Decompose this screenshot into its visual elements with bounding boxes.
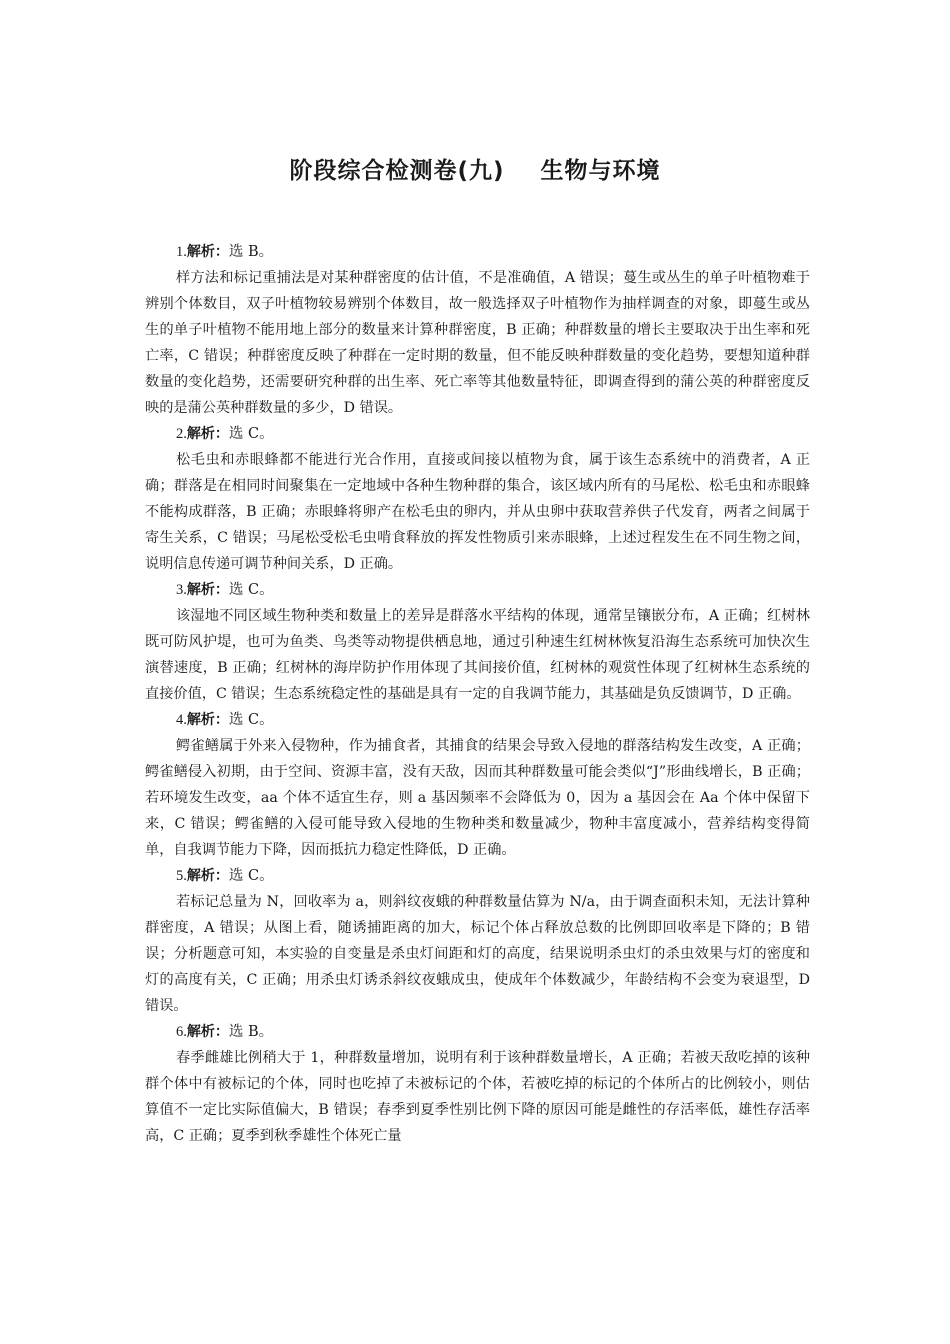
question-number: 3. <box>176 582 187 598</box>
answer-choice: 选 C。 <box>228 712 274 728</box>
question-1 <box>145 239 810 421</box>
explanation-text: 该湿地不同区域生物种类和数量上的差异是群落水平结构的体现，通常呈镶嵌分布，A 正确；红树林既可防风护堤，也可为鱼类、鸟类等动物提供栖息地，通过引种速生红树林恢复沿海生态系统可加快次生演替速度，B 正确；红树林的海岸防护作用体现了其间接价值，红树林的观赏性体现了红树林生态系统的直接价值，C 错误；生态系统稳定性的基础是具有一定的自我调节能力，其基础是负反馈调节，D 正确。 <box>145 608 810 702</box>
answer-choice: 选 C。 <box>228 868 274 884</box>
question-3 <box>145 577 810 707</box>
answer-choice: 选 B。 <box>228 1024 274 1040</box>
analysis-label: 解析： <box>186 244 229 260</box>
analysis-label: 解析： <box>186 868 229 884</box>
question-number: 2. <box>176 426 187 442</box>
answer-list <box>145 239 810 1149</box>
analysis-label: 解析： <box>186 426 229 442</box>
explanation-text: 鳄雀鳝属于外来入侵物种，作为捕食者，其捕食的结果会导致入侵地的群落结构发生改变，A 正确；鳄雀鳝侵入初期，由于空间、资源丰富，没有天敌，因而其种群数量可能会类似“J”形曲线增长，B 正确；若环境发生改变，aa 个体不适宜生存，则 a 基因频率不会降低为 0，因为 a 基因会在 Aa 个体中保留下来，C 错误；鳄雀鳝的入侵可能导致入侵地的生物种类和数量减少，物种丰富度减小，营养结构变得简单，自我调节能力下降，因而抵抗力稳定性降低，D 正确。 <box>145 738 810 858</box>
question-heading <box>145 577 810 603</box>
question-heading <box>145 421 810 447</box>
question-heading <box>145 707 810 733</box>
question-heading <box>145 239 810 265</box>
question-2 <box>145 421 810 577</box>
question-4 <box>145 707 810 863</box>
question-5 <box>145 863 810 1019</box>
answer-choice: 选 C。 <box>228 426 274 442</box>
page-title: 阶段综合检测卷(九) 生物与环境 <box>289 158 661 184</box>
explanation-text: 春季雌雄比例稍大于 1，种群数量增加，说明有利于该种群数量增长，A 正确；若被天敌吃掉的该种群个体中有被标记的个体，同时也吃掉了未被标记的个体，若被吃掉的标记的个体所占的比例较小，则估算值不一定比实际值偏大，B 错误；春季到夏季性别比例下降的原因可能是雌性的存活率低，雄性存活率高，C 正确；夏季到秋季雄性个体死亡量 <box>145 1050 810 1144</box>
question-number: 5. <box>176 868 187 884</box>
answer-choice: 选 C。 <box>228 582 274 598</box>
analysis-label: 解析： <box>186 1024 229 1040</box>
question-6 <box>145 1019 810 1149</box>
analysis-label: 解析： <box>186 712 229 728</box>
analysis-label: 解析： <box>186 582 229 598</box>
question-number: 4. <box>176 712 187 728</box>
question-number: 6. <box>176 1024 187 1040</box>
question-number: 1. <box>176 244 187 260</box>
answer-choice: 选 B。 <box>228 244 274 260</box>
question-heading <box>145 1019 810 1045</box>
explanation-text: 样方法和标记重捕法是对某种群密度的估计值，不是准确值，A 错误；蔓生或丛生的单子叶植物难于辨别个体数目，双子叶植物较易辨别个体数目，故一般选择双子叶植物作为抽样调查的对象，即蔓生或丛生的单子叶植物不能用地上部分的数量来计算种群密度，B 正确；种群数量的增长主要取决于出生率和死亡率，C 错误；种群密度反映了种群在一定时期的数量，但不能反映种群数量的变化趋势，要想知道种群数量的变化趋势，还需要研究种群的出生率、死亡率等其他数量特征，即调查得到的蒲公英的种群密度反映的是蒲公英种群数量的多少，D 错误。 <box>145 270 810 416</box>
question-heading <box>145 863 810 889</box>
explanation-text: 若标记总量为 N，回收率为 a，则斜纹夜蛾的种群数量估算为 N/a，由于调查面积未知，无法计算种群密度，A 错误；从图上看，随诱捕距离的加大，标记个体占释放总数的比例即回收率是下降的；B 错误；分析题意可知，本实验的自变量是杀虫灯间距和灯的高度，结果说明杀虫灯的杀虫效果与灯的密度和灯的高度有关，C 正确；用杀虫灯诱杀斜纹夜蛾成虫，使成年个体数减少，年龄结构不会变为衰退型，D 错误。 <box>145 894 810 1014</box>
explanation-text: 松毛虫和赤眼蜂都不能进行光合作用，直接或间接以植物为食，属于该生态系统中的消费者，A 正确；群落是在相同时间聚集在一定地域中各种生物种群的集合，该区域内所有的马尾松、松毛虫和赤眼蜂不能构成群落，B 正确；赤眼蜂将卵产在松毛虫的卵内，并从虫卵中获取营养供子代发育，两者之间属于寄生关系，C 错误；马尾松受松毛虫啃食释放的挥发性物质引来赤眼蜂，上述过程发生在不同生物之间，说明信息传递可调节种间关系，D 正确。 <box>145 452 810 572</box>
